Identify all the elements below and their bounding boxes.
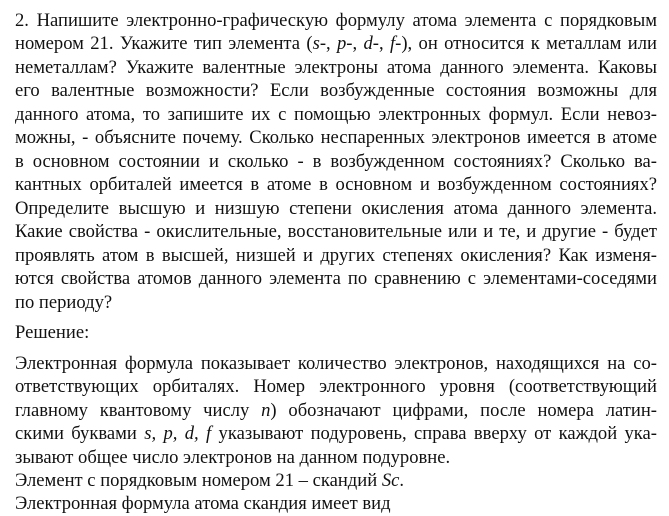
task-line: в основном состоянии и сколько - в возбужденном состояниях? Сколько ва- [15, 151, 657, 172]
task-line: Определите высшую и низшую степени окисления атома данного элемента. [15, 198, 657, 219]
solution-line: ответствующих орбиталях. Номер электронного уровня (соответствующий [15, 376, 657, 397]
task-line: Какие свойства - окислительные, восстановительные или и те, и другие - будет [15, 221, 657, 242]
task-line: ются свойства атомов данного элемента по сравнению с элементами-соседями [15, 268, 657, 289]
task-line: его валентные возможности? Если возбужденные состояния возможны для [15, 80, 657, 101]
task-line: можны, - объясните почему. Сколько неспаренных электронов имеется в атоме [15, 127, 657, 148]
task-line: 2. Напишите электронно-графическую формулу атома элемента с порядковым [15, 10, 657, 31]
task-line: по периоду? [15, 292, 113, 313]
task-line: проявлять атом в высшей, низшей и других степенях окисления? Как изменя- [15, 245, 657, 266]
task-line: кантных орбиталей имеется в атоме в основном и возбужденном состояниях? [15, 174, 657, 195]
solution-line: зывают общее число электронов на данном подуровне. [15, 447, 451, 468]
solution-line: Электронная формула показывает количество электронов, находящихся на со- [15, 353, 657, 374]
solution-line: главному квантовому числу n) обозначают цифрами, после номера латин- [15, 400, 657, 421]
solution-heading: Решение: [15, 322, 90, 343]
task-line: номером 21. Укажите тип элемента (s-, p-, d-, f-), он относится к металлам или [15, 33, 657, 54]
solution-line: Электронная формула атома скандия имеет вид [15, 493, 391, 514]
task-line: неметаллам? Укажите валентные электроны атома данного элемента. Каковы [15, 57, 657, 78]
solution-line: Элемент с порядковым номером 21 – скандий Sc. [15, 470, 405, 491]
solution-line: скими буквами s, p, d, f указывают подуровень, справа вверху от каждой ука- [15, 423, 657, 444]
task-line: данного атома, то запишите их с помощью электронных формул. Если невоз- [15, 104, 657, 125]
